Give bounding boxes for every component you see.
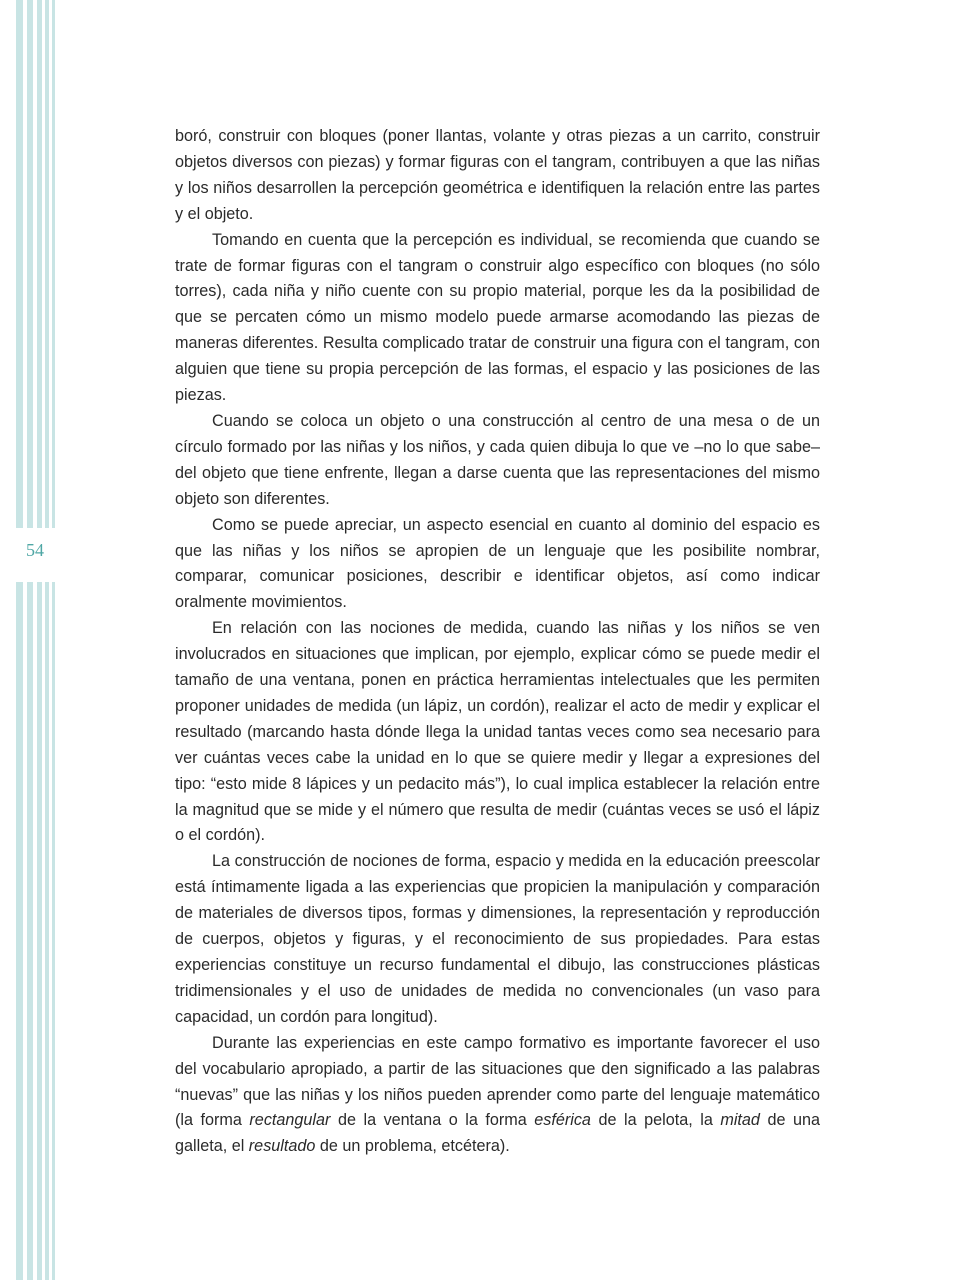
stripe — [52, 0, 55, 1280]
text-run: Durante las experiencias en este campo formativo es importante favorecer el uso del vocabulario apropiado, a partir de las situaciones que den significado a las palabras “nuevas” que las niñas y los niños pueden aprender como parte del lenguaje matemático (la forma — [175, 1033, 820, 1130]
paragraph: En relación con las nociones de medida, cuando las niñas y los niños se ven involucrados en situaciones que implican, por ejemplo, explicar cómo se puede medir el tamaño de una ventana, ponen en práctica herramientas intelectuales que les permiten proponer unidades de medida (un lápiz, un cordón), realizar el acto de medir y explicar el resultado (marcando hasta dónde llega la unidad tantas veces como sea necesario para ver cuántas veces cabe la unidad en lo que se quiere medir y llegar a expresiones del tipo: “esto mide 8 lápices y un pedacito más”), lo cual implica establecer la relación entre la magnitud que se mide y el número que resulta de medir (cuántas veces se usó el lápiz o el cordón). — [175, 619, 820, 845]
italic-term: resultado — [248, 1137, 316, 1156]
text-run: de una galleta, el — [175, 1111, 820, 1156]
text-run: de la ventana o la forma — [330, 1111, 535, 1130]
paragraph — [175, 1031, 820, 1161]
page-number: 54 — [26, 540, 44, 560]
stripe — [16, 0, 23, 1280]
body-text — [175, 124, 820, 1160]
paragraph: Cuando se coloca un objeto o una construcción al centro de una mesa o de un círculo formado por las niñas y los niños, y cada quien dibuja lo que ve –no lo que sabe– del objeto que tiene enfrente, llegan a darse cuenta que las representaciones del mismo objeto son diferentes. — [175, 411, 820, 508]
paragraph: boró, construir con bloques (poner llantas, volante y otras piezas a un carrito, construir objetos diversos con piezas) y formar figuras con el tangram, contribuyen a que las niñas y los niños desarrollen la percepción geométrica e identifiquen la relación entre las partes y el objeto. — [175, 127, 820, 223]
stripe — [37, 0, 42, 1280]
italic-term: rectangular — [249, 1111, 331, 1130]
paragraph: Tomando en cuenta que la percepción es individual, se recomienda que cuando se trate de formar figuras con el tangram o construir algo específico con bloques (no sólo torres), cada niña y niño cuente con su propio material, porque les da la posibilidad de que se percaten cómo un mismo modelo puede armarse acomodando las piezas de maneras diferentes. Resulta complicado tratar de construir una figura con el tangram, con alguien que tiene su propia percepción de las formas, el espacio y las posiciones de las piezas. — [175, 230, 820, 405]
decorative-stripes — [0, 0, 60, 1280]
stripe — [45, 0, 49, 1280]
paragraph: Como se puede apreciar, un aspecto esencial en cuanto al dominio del espacio es que las niñas y los niños se apropien de un lenguaje que les posibilite nombrar, comparar, comunicar posiciones, describir e identificar objetos, así como indicar oralmente movimientos. — [175, 515, 820, 612]
italic-term: mitad — [720, 1111, 760, 1130]
paragraph: La construcción de nociones de forma, espacio y medida en la educación preescolar está íntimamente ligada a las experiencias que propicien la manipulación y comparación de materiales de diversos tipos, formas y dimensiones, la representación y reproducción de cuerpos, objetos y figuras, y el reconocimiento de sus propiedades. Para estas experiencias constituye un recurso fundamental el dibujo, las construcciones plásticas tridimensionales y el uso de unidades de medida no convencionales (un vaso para capacidad, un cordón para longitud). — [175, 852, 820, 1026]
text-run: de un problema, etcétera). — [315, 1137, 510, 1156]
text-run: de la pelota, la — [590, 1111, 721, 1130]
stripe — [27, 0, 33, 1280]
italic-term: esférica — [534, 1111, 591, 1130]
